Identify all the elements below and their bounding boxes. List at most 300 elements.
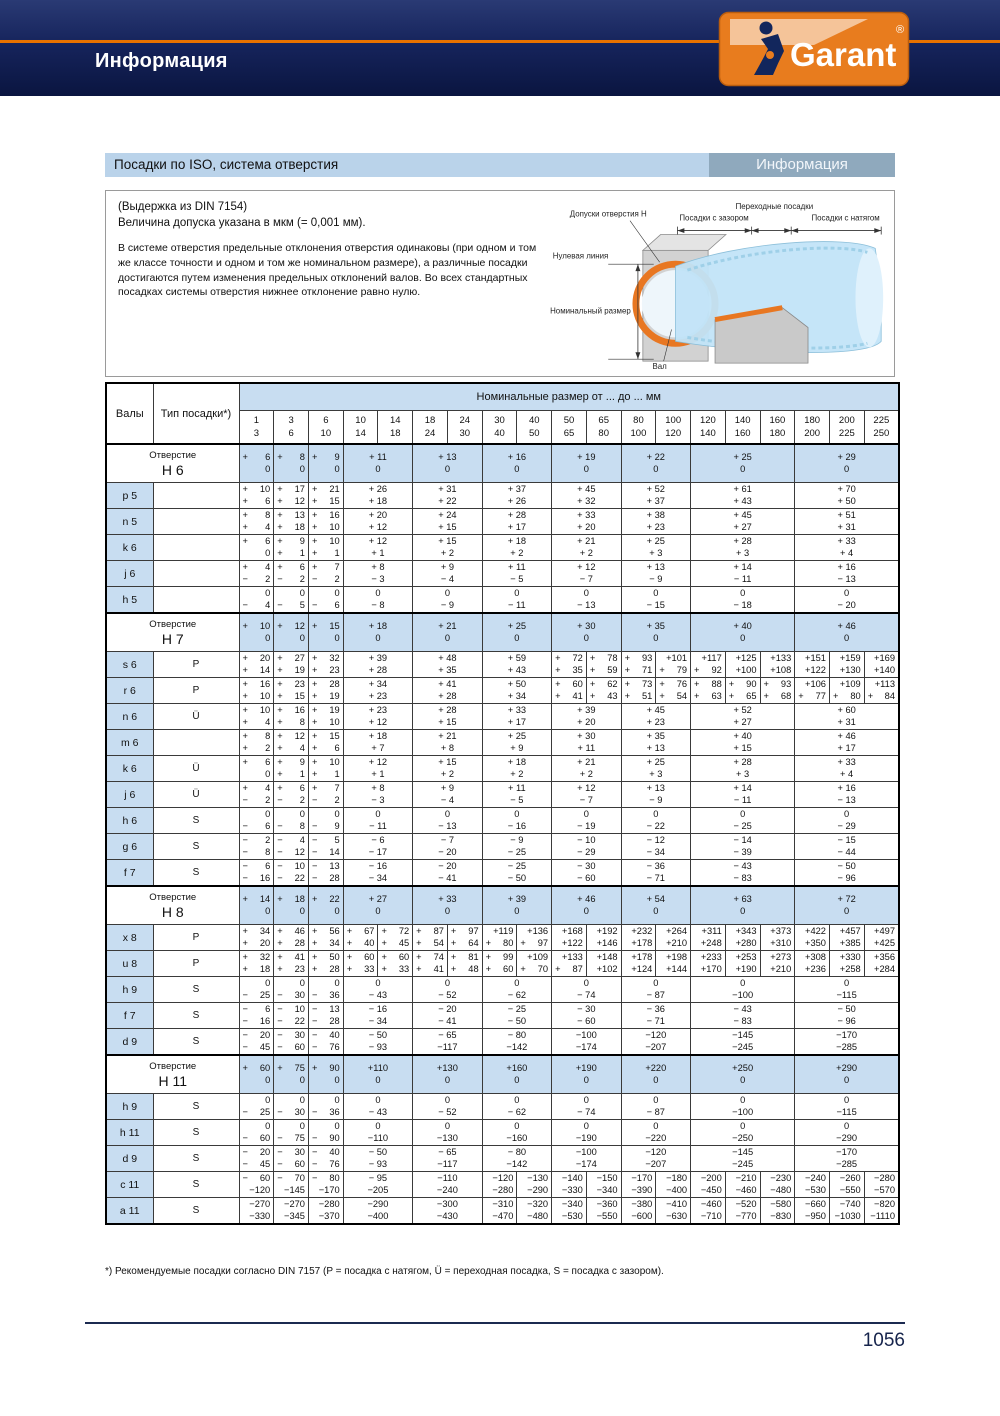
shaft-row-label: h 5 <box>106 587 153 614</box>
tolerance-cell: + 13 − 9 <box>621 561 690 587</box>
tolerance-cell: + 41 + 23 <box>274 951 309 977</box>
tolerance-cell: + 72 + 35 <box>552 652 587 678</box>
tolerance-cell: + 12 − 7 <box>552 782 621 808</box>
fit-system-diagram <box>547 193 892 373</box>
tolerance-cell: + 16 + 8 <box>274 704 309 730</box>
tolerance-cell: + 28 + 3 <box>691 535 795 561</box>
tolerance-cell: + 90 0 <box>308 1055 343 1094</box>
footnote: *) Рекомендуемые посадки согласно DIN 7157 (P = посадка с натягом, Ü = переходная посадка, S = посадка с зазором). <box>105 1266 664 1277</box>
info-text <box>118 199 548 300</box>
tolerance-cell: + 45 + 23 <box>621 704 690 730</box>
din-extract-line: (Выдержка из DIN 7154) <box>118 201 248 213</box>
tolerance-cell: −240 −530 <box>795 1172 830 1198</box>
tolerance-cell: + 14 0 <box>239 886 274 925</box>
tolerance-cell: + 13 0 <box>413 444 482 483</box>
tolerance-cell: − 9 − 25 <box>482 834 551 860</box>
size-range-header: 100 120 <box>656 411 691 445</box>
shaft-row <box>106 1198 899 1225</box>
size-range-header: 50 65 <box>552 411 587 445</box>
tolerance-cell: −320 −480 <box>517 1198 552 1225</box>
shaft-row-label: a 11 <box>106 1198 153 1225</box>
tolerance-cell: + 18 + 7 <box>343 730 412 756</box>
tolerance-cell: +190 0 <box>552 1055 621 1094</box>
tolerance-cell: −410 −630 <box>656 1198 691 1225</box>
shaft-row-label: k 6 <box>106 756 153 782</box>
shaft-row <box>106 704 899 730</box>
tolerance-cell: + 81 + 48 <box>447 951 482 977</box>
tolerance-cell: −740 −1030 <box>829 1198 864 1225</box>
tolerance-cell: 0 −110 <box>343 1120 412 1146</box>
tolerance-cell: +264 +210 <box>656 925 691 951</box>
tolerance-cell: − 20 − 45 <box>239 1146 274 1172</box>
tolerance-cell: 0 − 52 <box>413 977 482 1003</box>
tolerance-cell: + 6 − 2 <box>274 782 309 808</box>
fit-type-cell: S <box>153 860 239 887</box>
tolerance-cell: + 12 + 1 <box>343 756 412 782</box>
fit-type-cell <box>153 509 239 535</box>
tolerance-cell: + 8 − 3 <box>343 782 412 808</box>
tolerance-cell: −660 −950 <box>795 1198 830 1225</box>
tolerance-cell: + 21 + 2 <box>552 756 621 782</box>
tolerance-cell: + 33 + 17 <box>482 704 551 730</box>
hole-row-label: Отверстие H 6 <box>106 444 239 483</box>
label-zero-line: Нулевая линия <box>552 251 609 261</box>
tolerance-cell: 0 − 9 <box>308 808 343 834</box>
tolerance-cell: − 13 − 28 <box>308 860 343 887</box>
tolerance-cell: + 9 0 <box>308 444 343 483</box>
tolerance-cell: −140 −330 <box>552 1172 587 1198</box>
footer-rule <box>85 1322 905 1324</box>
tolerance-cell: + 8 + 4 <box>239 509 274 535</box>
shaft-row <box>106 1029 899 1056</box>
tolerance-cell: − 80 −170 <box>308 1172 343 1198</box>
size-range-header: 14 18 <box>378 411 413 445</box>
page-title: Посадки по ISO, система отверстия <box>114 157 339 172</box>
tolerance-cell: − 95 −205 <box>343 1172 412 1198</box>
shaft-row-label: s 6 <box>106 652 153 678</box>
hole-row <box>106 1055 899 1094</box>
tolerance-cell: +373 +310 <box>760 925 795 951</box>
tolerance-cell: 0 − 52 <box>413 1094 482 1120</box>
tolerance-cell: + 11 0 <box>343 444 412 483</box>
shaft-row <box>106 678 899 704</box>
tolerance-cell: − 25 − 50 <box>482 1003 551 1029</box>
tolerance-cell: + 25 + 9 <box>482 730 551 756</box>
shaft-row <box>106 509 899 535</box>
tolerance-cell: + 28 + 15 <box>413 704 482 730</box>
tolerance-cell: + 35 + 13 <box>621 730 690 756</box>
tolerance-cell: + 35 0 <box>621 613 690 652</box>
col-header-shafts: Валы <box>106 383 153 444</box>
fits-table-container <box>105 382 900 1225</box>
tolerance-cell: − 70 −145 <box>274 1172 309 1198</box>
tolerance-cell: + 25 + 3 <box>621 756 690 782</box>
tolerance-cell: − 2 − 8 <box>239 834 274 860</box>
size-range-header: 24 30 <box>447 411 482 445</box>
tolerance-cell: + 22 0 <box>621 444 690 483</box>
tolerance-cell: + 31 + 22 <box>413 483 482 509</box>
tolerance-cell: +113 + 84 <box>864 678 899 704</box>
tolerance-cell: −170 −285 <box>795 1146 899 1172</box>
tolerance-cell: − 43 − 83 <box>691 860 795 887</box>
tolerance-cell: − 7 − 20 <box>413 834 482 860</box>
shaft-row-label: f 7 <box>106 860 153 887</box>
tolerance-cell: − 12 − 34 <box>621 834 690 860</box>
tolerance-cell: − 30 − 60 <box>552 1003 621 1029</box>
tolerance-cell: + 32 + 23 <box>308 652 343 678</box>
tolerance-cell: 0 −115 <box>795 977 899 1003</box>
tolerance-cell: 0 − 43 <box>343 1094 412 1120</box>
tolerance-cell: + 40 + 15 <box>691 730 795 756</box>
fit-type-cell: S <box>153 1198 239 1225</box>
tolerance-cell: 0 − 30 <box>274 1094 309 1120</box>
tolerance-cell: +133 + 87 <box>552 951 587 977</box>
tolerance-cell: + 74 + 41 <box>413 951 448 977</box>
shaft-row <box>106 756 899 782</box>
tolerance-cell: − 60 −120 <box>239 1172 274 1198</box>
tolerance-cell: + 60 + 33 <box>378 951 413 977</box>
tolerance-cell: +169 +140 <box>864 652 899 678</box>
tolerance-cell: −380 −600 <box>621 1198 656 1225</box>
tolerance-cell: + 16 + 10 <box>239 678 274 704</box>
tolerance-cell: +148 +102 <box>586 951 621 977</box>
tolerance-cell: +198 +144 <box>656 951 691 977</box>
label-nominal-size: Номинальный размер <box>550 306 631 316</box>
tolerance-cell: + 10 + 4 <box>239 704 274 730</box>
tolerance-cell: − 30 − 60 <box>274 1029 309 1056</box>
shaft-row <box>106 834 899 860</box>
tolerance-cell: −120 −280 <box>482 1172 517 1198</box>
tolerance-cell: + 18 + 2 <box>482 535 551 561</box>
iso-fits-table <box>105 382 900 1225</box>
shaft-row-label: p 5 <box>106 483 153 509</box>
tolerance-cell: −150 −340 <box>586 1172 621 1198</box>
tolerance-cell: + 14 − 11 <box>691 561 795 587</box>
tolerance-cell: −270 −345 <box>274 1198 309 1225</box>
tolerance-cell: 0 − 90 <box>308 1120 343 1146</box>
tolerance-cell: + 19 0 <box>552 444 621 483</box>
tolerance-cell: − 50 − 93 <box>343 1146 412 1172</box>
tolerance-cell: − 10 − 29 <box>552 834 621 860</box>
tolerance-cell: + 41 + 28 <box>413 678 482 704</box>
tolerance-cell: +250 0 <box>691 1055 795 1094</box>
shaft-row <box>106 925 899 951</box>
col-header-fit-type: Тип посадки*) <box>153 383 239 444</box>
tolerance-cell: −180 −400 <box>656 1172 691 1198</box>
tolerance-cell: 0 − 20 <box>795 587 899 614</box>
tolerance-cell: +422 +350 <box>795 925 830 951</box>
fit-type-cell: P <box>153 925 239 951</box>
fit-type-cell: Ü <box>153 756 239 782</box>
tolerance-cell: − 20 − 41 <box>413 860 482 887</box>
tolerance-cell: + 7 − 2 <box>308 782 343 808</box>
tolerance-cell: + 10 + 1 <box>308 756 343 782</box>
tolerance-cell: −100 −174 <box>552 1029 621 1056</box>
tolerance-cell: −340 −530 <box>552 1198 587 1225</box>
tolerance-cell: − 40 − 76 <box>308 1029 343 1056</box>
tolerance-cell: +253 +190 <box>725 951 760 977</box>
tolerance-cell: −200 −450 <box>691 1172 726 1198</box>
tolerance-cell: 0 − 16 <box>482 808 551 834</box>
tolerance-cell: −230 −480 <box>760 1172 795 1198</box>
shaft-row-label: c 11 <box>106 1172 153 1198</box>
tolerance-cell: −460 −710 <box>691 1198 726 1225</box>
shaft-row <box>106 483 899 509</box>
fit-type-cell: S <box>153 834 239 860</box>
tolerance-cell: +106 + 77 <box>795 678 830 704</box>
tolerance-cell: + 18 + 2 <box>482 756 551 782</box>
size-range-header: 80 100 <box>621 411 656 445</box>
tolerance-cell: + 46 + 28 <box>274 925 309 951</box>
tolerance-cell: + 46 0 <box>552 886 621 925</box>
tolerance-cell: + 23 + 12 <box>343 704 412 730</box>
tolerance-cell: +151 +122 <box>795 652 830 678</box>
tolerance-cell: + 33 + 20 <box>552 509 621 535</box>
tolerance-cell: − 65 −117 <box>413 1029 482 1056</box>
tolerance-cell: − 50 − 96 <box>795 1003 899 1029</box>
tolerance-cell: −100 −174 <box>552 1146 621 1172</box>
tolerance-cell: +273 +210 <box>760 951 795 977</box>
tolerance-cell: +220 0 <box>621 1055 690 1094</box>
shaft-row <box>106 652 899 678</box>
shaft-row <box>106 977 899 1003</box>
section-title-bar <box>105 153 895 177</box>
tolerance-cell: + 56 + 34 <box>308 925 343 951</box>
size-range-header: 65 80 <box>586 411 621 445</box>
label-clearance-fits: Посадки с зазором <box>679 213 749 223</box>
tolerance-cell: 0 − 25 <box>691 808 795 834</box>
tolerance-cell: 0 − 25 <box>239 1094 274 1120</box>
tolerance-cell: + 12 + 1 <box>343 535 412 561</box>
tolerance-cell: + 48 + 35 <box>413 652 482 678</box>
tolerance-cell: + 11 − 5 <box>482 561 551 587</box>
tolerance-cell: 0 − 25 <box>239 977 274 1003</box>
hole-row-label: Отверстие H 11 <box>106 1055 239 1094</box>
tolerance-cell: + 50 + 28 <box>308 951 343 977</box>
shaft-row-label: m 6 <box>106 730 153 756</box>
tolerance-cell: −110 −240 <box>413 1172 482 1198</box>
fit-type-cell: Ü <box>153 704 239 730</box>
tolerance-cell: + 12 − 7 <box>552 561 621 587</box>
tolerance-cell: +125 +100 <box>725 652 760 678</box>
tolerance-cell: + 39 0 <box>482 886 551 925</box>
shaft-row <box>106 782 899 808</box>
garant-logo <box>718 11 910 87</box>
tolerance-cell: −280 −370 <box>308 1198 343 1225</box>
tolerance-cell: 0 −115 <box>795 1094 899 1120</box>
tolerance-cell: − 30 − 60 <box>552 860 621 887</box>
tolerance-cell: +168 +122 <box>552 925 587 951</box>
tolerance-cell: 0 − 4 <box>239 587 274 614</box>
tolerance-cell: + 18 0 <box>343 613 412 652</box>
tolerance-cell: + 72 0 <box>795 886 899 925</box>
tolerance-cell: +330 +258 <box>829 951 864 977</box>
tolerance-cell: + 24 + 15 <box>413 509 482 535</box>
shaft-row-label: k 6 <box>106 535 153 561</box>
tolerance-cell: 0 − 62 <box>482 977 551 1003</box>
tolerance-cell: − 16 − 34 <box>343 1003 412 1029</box>
logo-text: Garant <box>790 36 897 73</box>
tolerance-cell: + 10 0 <box>239 613 274 652</box>
label-interference-fits: Посадки с натягом <box>811 213 880 223</box>
shaft-row-label: r 6 <box>106 678 153 704</box>
shaft-row-label: h 9 <box>106 1094 153 1120</box>
tolerance-cell: + 67 + 40 <box>343 925 378 951</box>
tolerance-cell: 0 − 15 <box>621 587 690 614</box>
tolerance-cell: + 12 0 <box>274 613 309 652</box>
tolerance-cell: − 40 − 76 <box>308 1146 343 1172</box>
tolerance-cell: +290 0 <box>795 1055 899 1094</box>
tolerance-cell: +308 +236 <box>795 951 830 977</box>
tolerance-cell: + 54 0 <box>621 886 690 925</box>
tolerance-cell: 0 − 29 <box>795 808 899 834</box>
tolerance-cell: + 6 0 <box>239 756 274 782</box>
hole-row <box>106 886 899 925</box>
tolerance-cell: 0 −100 <box>691 1094 795 1120</box>
tolerance-cell: + 9 − 4 <box>413 782 482 808</box>
fit-type-cell: S <box>153 1003 239 1029</box>
tolerance-cell: + 88 + 63 <box>691 678 726 704</box>
top-banner <box>0 0 1000 96</box>
tolerance-cell: + 16 − 13 <box>795 561 899 587</box>
tolerance-cell: −280 −570 <box>864 1172 899 1198</box>
tolerance-cell: + 52 + 27 <box>691 704 795 730</box>
size-range-header: 18 24 <box>413 411 448 445</box>
size-range-header: 1 3 <box>239 411 274 445</box>
tolerance-cell: − 15 − 44 <box>795 834 899 860</box>
tolerance-cell: + 34 + 23 <box>343 678 412 704</box>
tolerance-cell: + 75 0 <box>274 1055 309 1094</box>
tolerance-cell: + 21 0 <box>413 613 482 652</box>
tolerance-cell: − 6 − 16 <box>239 1003 274 1029</box>
tolerance-cell: +101 + 79 <box>656 652 691 678</box>
tolerance-cell: −130 −290 <box>517 1172 552 1198</box>
tolerance-cell: + 33 + 4 <box>795 535 899 561</box>
tolerance-cell: − 50 − 96 <box>795 860 899 887</box>
tolerance-cell: + 70 + 50 <box>795 483 899 509</box>
tolerance-cell: + 51 + 31 <box>795 509 899 535</box>
size-range-header: 40 50 <box>517 411 552 445</box>
tolerance-cell: + 40 0 <box>691 613 795 652</box>
tolerance-cell: + 27 + 19 <box>274 652 309 678</box>
tolerance-cell: + 13 − 9 <box>621 782 690 808</box>
fit-type-cell <box>153 535 239 561</box>
tolerance-cell: + 20 + 12 <box>343 509 412 535</box>
tolerance-cell: −270 −330 <box>239 1198 274 1225</box>
tolerance-cell: − 6 − 17 <box>343 834 412 860</box>
fit-type-cell: P <box>153 678 239 704</box>
fit-type-cell: S <box>153 808 239 834</box>
tolerance-cell: +311 +248 <box>691 925 726 951</box>
shaft-row-label: h 9 <box>106 977 153 1003</box>
hole-row-label: Отверстие H 7 <box>106 613 239 652</box>
tolerance-cell: +159 +130 <box>829 652 864 678</box>
tolerance-cell: 0 − 19 <box>552 808 621 834</box>
tolerance-cell: + 25 0 <box>482 613 551 652</box>
tolerance-cell: −120 −207 <box>621 1029 690 1056</box>
tolerance-cell: + 32 + 18 <box>239 951 274 977</box>
tolerance-cell: 0 − 11 <box>482 587 551 614</box>
size-range-header: 10 14 <box>343 411 378 445</box>
tolerance-cell: −360 −550 <box>586 1198 621 1225</box>
tolerance-cell: 0 − 13 <box>552 587 621 614</box>
tolerance-cell: + 99 + 60 <box>482 951 517 977</box>
shaft-row <box>106 587 899 614</box>
tolerance-cell: + 26 + 18 <box>343 483 412 509</box>
logo-reg-mark: ® <box>896 24 905 36</box>
tolerance-cell: +497 +425 <box>864 925 899 951</box>
tolerance-cell: + 16 − 13 <box>795 782 899 808</box>
tolerance-cell: − 36 − 71 <box>621 1003 690 1029</box>
shaft-row-label: u 8 <box>106 951 153 977</box>
fit-type-cell <box>153 730 239 756</box>
tolerance-cell: + 28 + 19 <box>308 678 343 704</box>
fit-type-cell: P <box>153 652 239 678</box>
tolerance-cell: +356 +284 <box>864 951 899 977</box>
tolerance-cell: − 6 − 16 <box>239 860 274 887</box>
tolerance-cell: + 93 + 71 <box>621 652 656 678</box>
tolerance-cell: + 15 0 <box>308 613 343 652</box>
tolerance-cell: + 25 0 <box>691 444 795 483</box>
tolerance-cell: 0 −220 <box>621 1120 690 1146</box>
hole-basis-paragraph: В системе отверстия предельные отклонения отверстия одинаковы (при одном и том же классе точности и одном и том же номинальном размере), а различные посадки достигаются путем изменения предельных отклонений валов. Во всех стандартных посадках системы отверстия нижнее отклонение равно нулю. <box>118 242 537 299</box>
tolerance-cell: + 6 0 <box>239 444 274 483</box>
shaft-row <box>106 860 899 887</box>
fit-type-cell: S <box>153 1146 239 1172</box>
label-hole-tolerance: Допуски отверстия H <box>569 209 647 219</box>
tolerance-cell: +160 0 <box>482 1055 551 1094</box>
tolerance-cell: 0 − 74 <box>552 1094 621 1120</box>
shaft-row-label: n 5 <box>106 509 153 535</box>
tolerance-cell: −520 −770 <box>725 1198 760 1225</box>
tolerance-cell: + 11 − 5 <box>482 782 551 808</box>
tolerance-cell: + 60 + 41 <box>552 678 587 704</box>
tolerance-cell: − 14 − 39 <box>691 834 795 860</box>
tolerance-cell: + 50 + 34 <box>482 678 551 704</box>
size-range-header: 30 40 <box>482 411 517 445</box>
tolerance-cell: + 61 + 43 <box>691 483 795 509</box>
tolerance-cell: + 10 + 1 <box>308 535 343 561</box>
tolerance-cell: 0 − 6 <box>308 587 343 614</box>
size-range-header: 180 200 <box>795 411 830 445</box>
tolerance-cell: + 8 0 <box>274 444 309 483</box>
tolerance-cell: −145 −245 <box>691 1029 795 1056</box>
tolerance-cell: − 25 − 50 <box>482 860 551 887</box>
shaft-row-label: f 7 <box>106 1003 153 1029</box>
tolerance-cell: 0 − 8 <box>343 587 412 614</box>
tolerance-cell: +119 + 80 <box>482 925 517 951</box>
fit-type-cell: S <box>153 1029 239 1056</box>
tolerance-cell: + 27 0 <box>343 886 412 925</box>
tolerance-cell: 0 − 8 <box>274 808 309 834</box>
tolerance-cell: + 78 + 59 <box>586 652 621 678</box>
tolerance-cell: 0 − 36 <box>308 977 343 1003</box>
tolerance-cell: − 16 − 34 <box>343 860 412 887</box>
tolerance-cell: + 73 + 51 <box>621 678 656 704</box>
tolerance-cell: +178 +124 <box>621 951 656 977</box>
tolerance-cell: + 16 0 <box>482 444 551 483</box>
tolerance-cell: + 37 + 26 <box>482 483 551 509</box>
shaft-row <box>106 561 899 587</box>
size-range-header: 6 10 <box>308 411 343 445</box>
shaft-row <box>106 730 899 756</box>
tolerance-cell: 0 − 43 <box>343 977 412 1003</box>
shaft-row-label: d 9 <box>106 1029 153 1056</box>
tolerance-cell: 0 −250 <box>691 1120 795 1146</box>
tolerance-cell: + 63 0 <box>691 886 795 925</box>
tolerance-cell: 0 −130 <box>413 1120 482 1146</box>
tolerance-cell: + 9 + 1 <box>274 756 309 782</box>
